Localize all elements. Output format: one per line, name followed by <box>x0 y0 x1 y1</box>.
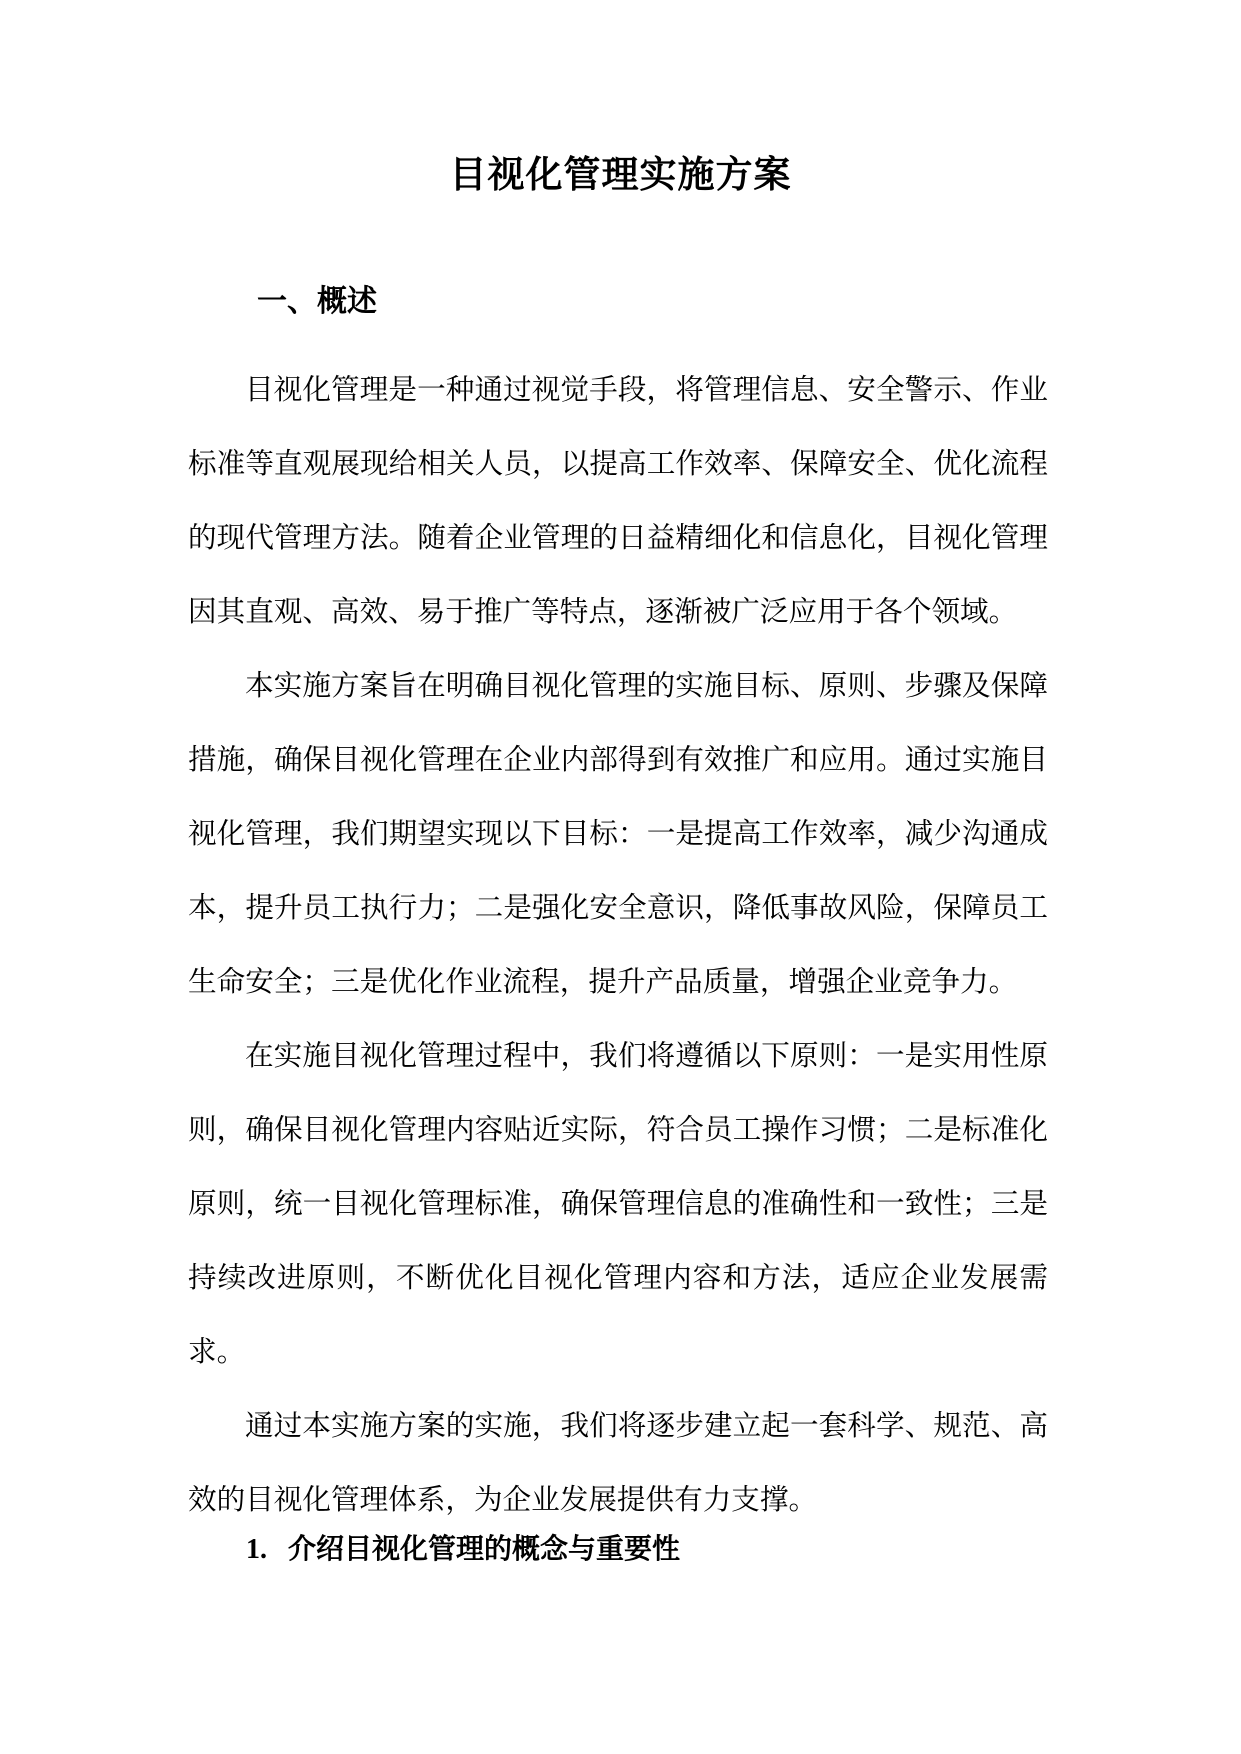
subsection-number: 1. <box>246 1534 267 1565</box>
paragraph-2: 本实施方案旨在明确目视化管理的实施目标、原则、步骤及保障措施，确保目视化管理在企业内部得到有效推广和应用。通过实施目视化管理，我们期望实现以下目标：一是提高工作效率，减少沟通成本，提升员工执行力；二是强化安全意识，降低事故风险，保障员工生命安全；三是优化作业流程，提升产品质量，增强企业竞争力。 <box>188 668 1048 998</box>
section-heading-overview: 一、概述 <box>257 284 377 319</box>
subsection-heading <box>246 1527 680 1572</box>
overview-body <box>188 352 1048 1536</box>
paragraph-3: 在实施目视化管理过程中，我们将遵循以下原则：一是实用性原则，确保目视化管理内容贴近实际，符合员工操作习惯；二是标准化原则，统一目视化管理标准，确保管理信息的准确性和一致性；三是持续改进原则，不断优化目视化管理内容和方法，适应企业发展需求。 <box>188 1038 1048 1368</box>
paragraph-4: 通过本实施方案的实施，我们将逐步建立起一套科学、规范、高效的目视化管理体系，为企业发展提供有力支撑。 <box>188 1408 1048 1516</box>
document-title: 目视化管理实施方案 <box>449 153 792 196</box>
paragraph-1: 目视化管理是一种通过视觉手段，将管理信息、安全警示、作业标准等直观展现给相关人员，以提高工作效率、保障安全、优化流程的现代管理方法。随着企业管理的日益精细化和信息化，目视化管理因其直观、高效、易于推广等特点，逐渐被广泛应用于各个领域。 <box>188 372 1048 628</box>
subsection-title: 介绍目视化管理的概念与重要性 <box>288 1532 681 1565</box>
